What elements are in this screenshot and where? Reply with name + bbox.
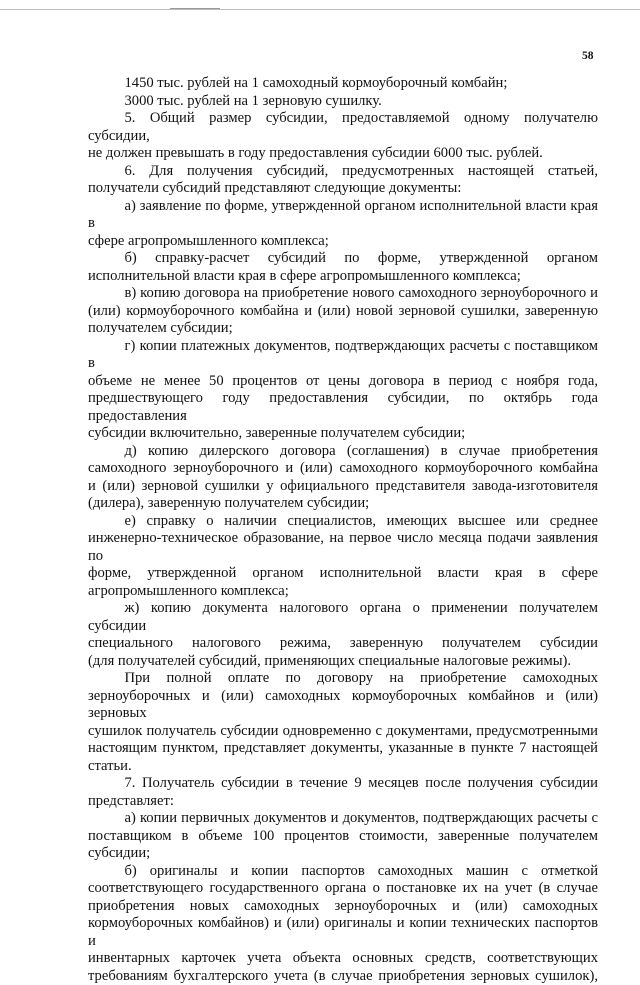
text-line: в) копию договора на приобретение нового самоходного зерноуборочного и bbox=[88, 285, 598, 303]
text-line: объеме не менее 50 процентов от цены договора в период с ноября года, bbox=[88, 373, 598, 391]
text-line: статьи. bbox=[88, 758, 598, 776]
text-line: не должен превышать в году предоставления субсидии 6000 тыс. рублей. bbox=[88, 145, 598, 163]
text-line: а) копии первичных документов и документов, подтверждающих расчеты с bbox=[88, 810, 598, 828]
text-line: и (или) зерновой сушилки у официального представителя завода-изготовителя bbox=[88, 478, 598, 496]
text-line: поставщиком в объеме 100 процентов стоимости, заверенные получателем bbox=[88, 828, 598, 846]
text-line: 5. Общий размер субсидии, предоставляемой одному получателю субсидии, bbox=[88, 110, 598, 145]
text-line: 6. Для получения субсидий, предусмотренных настоящей статьей, bbox=[88, 163, 598, 181]
text-line: получатели субсидий представляют следующие документы: bbox=[88, 180, 598, 198]
text-line: При полной оплате по договору на приобретение самоходных bbox=[88, 670, 598, 688]
text-line: сушилок получатель субсидии одновременно с документами, предусмотренными bbox=[88, 723, 598, 741]
text-line: 1450 тыс. рублей на 1 самоходный кормоуборочный комбайн; bbox=[88, 75, 598, 93]
text-line: б) справку-расчет субсидий по форме, утвержденной органом bbox=[88, 250, 598, 268]
text-line: г) копии платежных документов, подтверждающих расчеты с поставщиком в bbox=[88, 338, 598, 373]
document-body bbox=[88, 75, 598, 985]
text-line: сфере агропромышленного комплекса; bbox=[88, 233, 598, 251]
text-line: (или) кормоуборочного комбайна и (или) новой зерновой сушилки, заверенную bbox=[88, 303, 598, 321]
text-line: приобретения новых самоходных зерноуборочных и (или) самоходных bbox=[88, 898, 598, 916]
top-border-line bbox=[0, 9, 640, 10]
text-line: предшествующего году предоставления субсидии, по октябрь года предоставления bbox=[88, 390, 598, 425]
text-line: зерноуборочных и (или) самоходных кормоуборочных комбайнов и (или) зерновых bbox=[88, 688, 598, 723]
text-line: е) справку о наличии специалистов, имеющих высшее или среднее bbox=[88, 513, 598, 531]
text-line: а) заявление по форме, утвержденной органом исполнительной власти края в bbox=[88, 198, 598, 233]
text-line: агропромышленного комплекса; bbox=[88, 583, 598, 601]
text-line: получателем субсидии; bbox=[88, 320, 598, 338]
text-line: требованиям бухгалтерского учета (в случае приобретения зерновых сушилок), bbox=[88, 968, 598, 985]
text-line: (дилера), заверенную получателем субсидии; bbox=[88, 495, 598, 513]
text-line: инженерно-техническое образование, на первое число месяца подачи заявления по bbox=[88, 530, 598, 565]
text-line: инвентарных карточек учета объекта основных средств, соответствующих bbox=[88, 950, 598, 968]
text-line: (для получателей субсидий, применяющих специальные налоговые режимы). bbox=[88, 653, 598, 671]
text-line: субсидии включительно, заверенные получателем субсидии; bbox=[88, 425, 598, 443]
text-line: форме, утвержденной органом исполнительной власти края в сфере bbox=[88, 565, 598, 583]
text-line: 7. Получатель субсидии в течение 9 месяцев после получения субсидии bbox=[88, 775, 598, 793]
text-line: специального налогового режима, заверенную получателем субсидии bbox=[88, 635, 598, 653]
text-line: самоходного зерноуборочного и (или) самоходного кормоуборочного комбайна bbox=[88, 460, 598, 478]
page-number: 58 bbox=[582, 50, 594, 62]
text-line: представляет: bbox=[88, 793, 598, 811]
top-border-mark bbox=[170, 8, 220, 9]
text-line: субсидии; bbox=[88, 845, 598, 863]
text-line: настоящим пунктом, представляет документы, указанные в пункте 7 настоящей bbox=[88, 740, 598, 758]
text-line: д) копию дилерского договора (соглашения) в случае приобретения bbox=[88, 443, 598, 461]
text-line: кормоуборочных комбайнов) и (или) оригиналы и копии технических паспортов и bbox=[88, 915, 598, 950]
text-line: исполнительной власти края в сфере агропромышленного комплекса; bbox=[88, 268, 598, 286]
text-line: соответствующего государственного органа о постановке их на учет (в случае bbox=[88, 880, 598, 898]
text-line: 3000 тыс. рублей на 1 зерновую сушилку. bbox=[88, 93, 598, 111]
text-line: б) оригиналы и копии паспортов самоходных машин с отметкой bbox=[88, 863, 598, 881]
text-line: ж) копию документа налогового органа о применении получателем субсидии bbox=[88, 600, 598, 635]
